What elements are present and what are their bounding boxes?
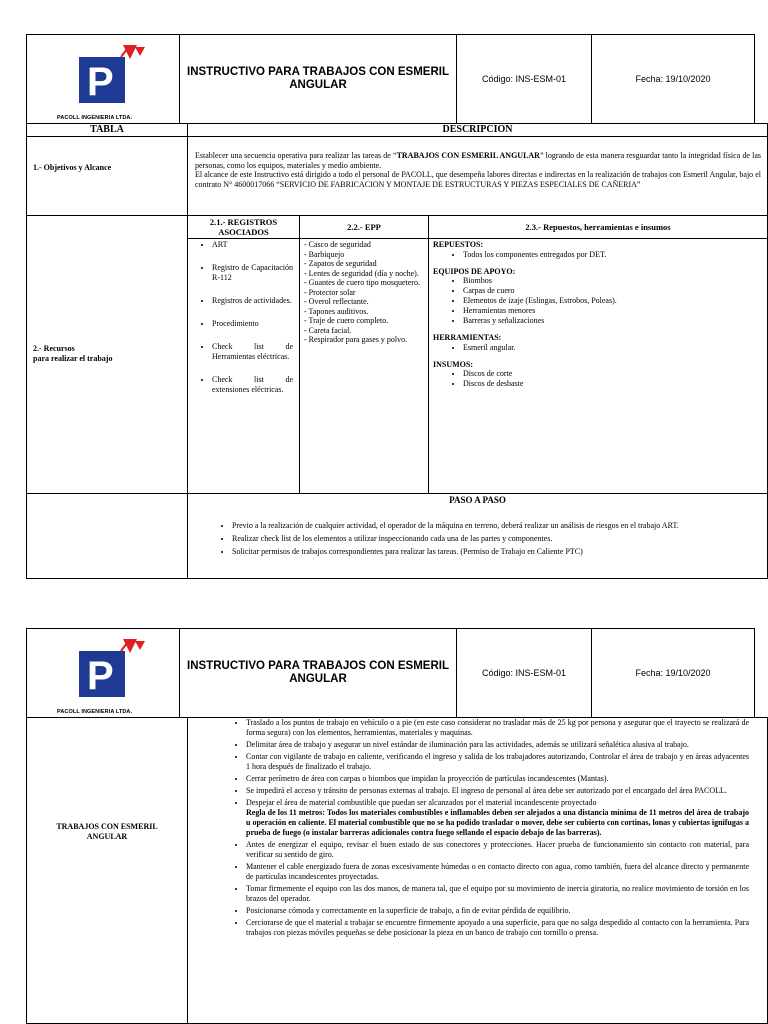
equipo-item: • Barreras y señalizaciones	[463, 316, 761, 326]
document-code: Código: INS-ESM-01	[456, 34, 592, 124]
esmeril-label-cell	[26, 717, 188, 1024]
step-item: • Delimitar área de trabajo y asegurar un nivel estándar de iluminación para las actividades, además se utilizará señalética alusiva al trabajo.	[246, 740, 749, 750]
regla-11-metros: Regla de los 11 metros: Todos los materiales combustibles e inflamables deben ser alejados a una distancia mínima de 11 metros del área de trabajo u operación en caliente. El material combustible que no se ha podido trasladar o mover, debe ser cubierto con cortinas, lonas y cubiertas ignífugas a prueba de fuego (o instalar barreras adicionales contra fuego sellando el espacio debajo de las barreras).	[246, 808, 749, 837]
epp-item: - Barbiquejo	[304, 249, 345, 259]
insumo-item: • Discos de corte	[463, 369, 761, 379]
registro-item: • Procedimiento	[212, 319, 293, 329]
epp-item: - Casco de seguridad	[304, 240, 371, 249]
epp-item: - Respirador para gases y polvo.	[304, 335, 408, 344]
document-title-text: INSTRUCTIVO PARA TRABAJOS CON ESMERIL ANGULAR	[187, 66, 449, 91]
registros-heading: 2.1.- REGISTROS ASOCIADOS	[187, 215, 300, 239]
repuestos-heading: 2.3.- Repuestos, herramientas e insumos	[428, 215, 768, 239]
step-item: • Antes de energizar el equipo, revisar el buen estado de sus conectores y protecciones. Hacer prueba de funcionamiento sin contacto con material, para verificar su sentido de giro.	[246, 840, 749, 860]
herramienta-item: • Esmeril angular.	[463, 343, 761, 353]
objetivos-label: 1.- Objetivos y Alcance	[33, 163, 112, 172]
registros-column	[187, 238, 300, 494]
paso-list	[188, 521, 767, 557]
registro-item: • Check list de Herramientas eléctricas.	[212, 342, 293, 362]
equipo-item: • Biombos	[463, 276, 761, 286]
paso-a-paso-title: PASO A PASO	[449, 495, 506, 505]
epp-item: - Tapones auditivos.	[304, 306, 369, 316]
page-2	[0, 620, 768, 1024]
equipo-item: • Elementos de izaje (Eslingas, Estrobos, Poleas).	[463, 296, 761, 306]
repuestos-title: REPUESTOS:	[433, 240, 484, 249]
registro-item: • Registro de Capacitación R-112	[212, 263, 293, 283]
equipos-title: EQUIPOS DE APOYO:	[433, 266, 516, 276]
epp-item: - Traje de cuero completo.	[304, 316, 389, 325]
repuestos-list	[433, 250, 761, 260]
registro-item: • Check list de extensiones eléctricas.	[212, 375, 293, 395]
step-item	[246, 798, 749, 838]
document-code: Código: INS-ESM-01	[456, 628, 592, 718]
paso-item: • Solicitar permisos de trabajos correspondientes para realizar las tareas. (Permiso de Trabajo en Caliente PTC)	[232, 547, 749, 557]
paso-item: • Previo a la realización de cualquier actividad, el operador de la máquina en terreno, deberá realizar un análisis de riesgos en el trabajo ART.	[232, 521, 749, 531]
insumos-title: INSUMOS:	[433, 359, 474, 369]
repuesto-item: • Todos los componentes entregados por DET.	[463, 250, 761, 260]
step-item: • Cerciorarse de que el material a trabajar se encuentre firmemente apoyado a una superficie, para que no salga despedido al contacto con la herramienta. Para trabajos con piezas móviles pequeñas se debe posicionar la pieza en un banco de trabajo con tornillo o prensa.	[246, 918, 749, 938]
document-date: Fecha: 19/10/2020	[591, 34, 755, 124]
epp-item: - Overol reflectante.	[304, 297, 369, 306]
insumo-item: • Discos de desbaste	[463, 379, 761, 389]
document-title	[179, 34, 457, 124]
equipos-list	[433, 276, 761, 326]
document-title	[179, 628, 457, 718]
equipo-item: • Carpas de cuero	[463, 286, 761, 296]
step-item: • Cerrar perímetro de área con carpas o biombos que impidan la proyección de partículas incandescentes (Mantas).	[246, 774, 749, 784]
svg-text:P: P	[87, 654, 114, 698]
step-item: • Tomar firmemente el equipo con las dos manos, de manera tal, que el equipo por su movimiento de inercia giratoria, no realice movimiento de torsión en los brazos del operador.	[246, 884, 749, 904]
herramientas-list	[433, 343, 761, 353]
esmeril-steps-list	[188, 718, 767, 938]
epp-item: - Guantes de cuero tipo mosquetero.	[304, 278, 420, 287]
epp-heading: 2.2.- EPP	[299, 215, 429, 239]
company-name: PACOLL INGENIERIA LTDA.	[57, 115, 133, 121]
step-item: • Posicionarse cómoda y correctamente en la superficie de trabajo, a fin de evitar pérdida de equilibrio.	[246, 906, 749, 916]
esmeril-steps-cell	[187, 717, 768, 1024]
registro-item: • Registros de actividades.	[212, 296, 293, 306]
insumos-list	[433, 369, 761, 389]
row-objetivos	[26, 136, 188, 216]
epp-item: - Careta facial.	[304, 325, 352, 335]
svg-text:P: P	[87, 60, 114, 104]
epp-column	[299, 238, 429, 494]
epp-item: - Protector solar	[304, 287, 356, 297]
step-item: • Contar con vigilante de trabajo en caliente, verificando el ingreso y salida de los trabajadores autorizando, Controlar el área de trabajo y en áreas adyacentes 1 hora después de finalizado el trabajo.	[246, 752, 749, 772]
herramientas-title: HERRAMIENTAS:	[433, 333, 502, 342]
document-date: Fecha: 19/10/2020	[591, 628, 755, 718]
recursos-label: 2.- Recursos para realizar el trabajo	[33, 344, 113, 363]
logo-cell	[26, 34, 180, 124]
descripcion-heading: DESCRIPCION	[187, 123, 768, 137]
tabla-heading: TABLA	[26, 123, 188, 137]
company-name: PACOLL INGENIERIA LTDA.	[57, 709, 133, 715]
objetivos-paragraph-1: Establecer una secuencia operativa para realizar las tareas de “TRABAJOS CON ESMERIL ANGULAR” logrando de esta manera resguardar tanto la integridad física de las personas, como los equipos, materiales y medio ambiente.	[195, 151, 761, 170]
step-text: Despejar el área de material combustible que puedan ser alcanzados por el material incandescente proyectado	[246, 798, 597, 807]
registros-list	[188, 240, 299, 395]
step-item: • Traslado a los puntos de trabajo en vehículo o a pie (en este caso considerar no trasladar más de 25 kg por persona y asegurar que el trayecto se realizará de forma segura) con los elementos, herramientas, materiales y maquinas.	[246, 718, 749, 738]
objetivos-description	[187, 136, 768, 216]
logo-cell	[26, 628, 180, 718]
paso-item: • Realizar check list de los elementos a utilizar inspeccionando cada una de las partes y componentes.	[232, 534, 749, 544]
repuestos-column	[428, 238, 768, 494]
step-item: • Se impedirá el acceso y tránsito de personas externas al trabajo. El ingreso de personal al área debe ser autorizado por el encargado del área PACOLL.	[246, 786, 749, 796]
company-logo-icon	[79, 637, 164, 709]
paso-a-paso-section	[187, 493, 768, 579]
company-logo-icon	[79, 43, 164, 115]
esmeril-label: TRABAJOS CON ESMERIL ANGULAR	[56, 822, 158, 841]
step-item: • Mantener el cable energizado fuera de zonas excesivamente húmedas o en contacto directo con agua, como también, fuera del alcance directo y permanente de partículas incandescentes proyectadas.	[246, 862, 749, 882]
paso-left-cell	[26, 493, 188, 579]
document-title-text: INSTRUCTIVO PARA TRABAJOS CON ESMERIL ANGULAR	[187, 660, 449, 685]
epp-item: - Zapatos de seguridad	[304, 259, 377, 268]
registro-item: • ART	[212, 240, 293, 250]
row-recursos	[26, 215, 188, 494]
objetivos-paragraph-2: El alcance de este Instructivo está dirigido a todo el personal de PACOLL, que desempeña labores directas e indirectas en la realización de trabajos con Esmeril Angular, bajo el contrato N° 4600017066 “SERVICIO DE FABRICACION Y MONTAJE DE ESTRUCTURAS Y PIEZAS ESPECIALES DE CAÑERIA”	[195, 170, 761, 189]
equipo-item: • Herramientas menores	[463, 306, 761, 316]
epp-item: - Lentes de seguridad (día y noche).	[304, 268, 419, 278]
